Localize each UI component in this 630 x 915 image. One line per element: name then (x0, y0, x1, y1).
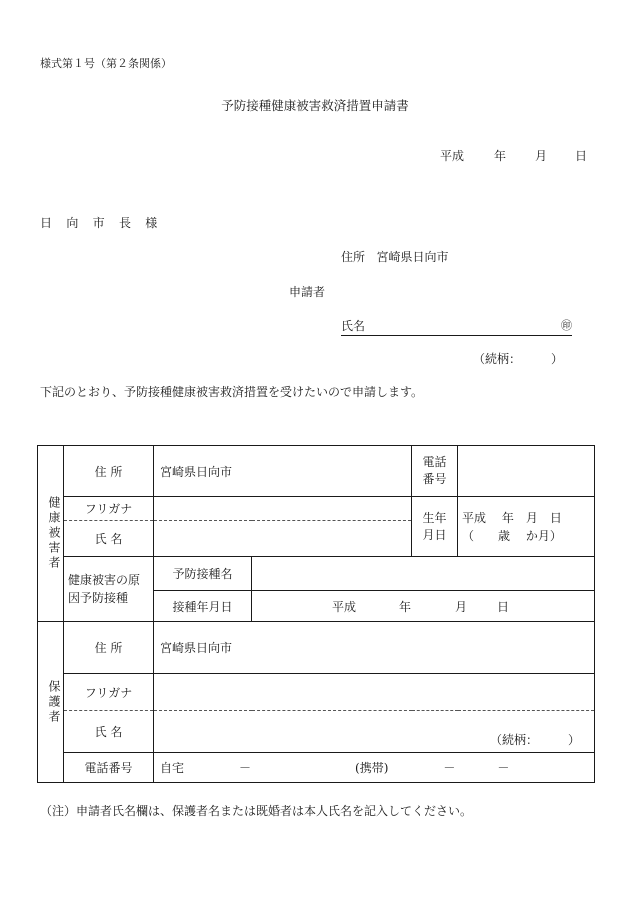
addressee (40, 214, 172, 231)
guardian-furigana-label: フリガナ (64, 674, 154, 711)
addressee-char: 様 (145, 216, 158, 230)
victim-name-label: 氏 名 (64, 521, 154, 557)
victim-section-text: 健康被害者 (47, 496, 61, 571)
addressee-char: 向 (66, 216, 79, 230)
vaccine-name-label: 予防接種名 (154, 557, 252, 591)
vaccine-date-year: 年 (399, 599, 412, 614)
vaccine-date-month: 月 (455, 599, 468, 614)
guardian-section-label (38, 622, 64, 783)
victim-phone-label (412, 446, 458, 497)
form-number: 様式第１号（第２条関係） (40, 57, 172, 70)
victim-birth-label (412, 497, 458, 557)
guardian-phone-label: 電話番号 (64, 753, 154, 783)
birth-label-text: 生年月日 (422, 510, 447, 542)
victim-furigana-value[interactable] (154, 497, 412, 521)
applicant-name-label: 氏名 (341, 319, 366, 333)
guardian-name-value[interactable] (154, 711, 595, 753)
guardian-name-label: 氏 名 (64, 711, 154, 753)
mobile-phone-label: (携帯) (355, 761, 389, 775)
addressee-char: 日 (40, 216, 53, 230)
guardian-address-row (38, 622, 595, 674)
date-month: 月 (535, 149, 548, 163)
victim-phone-value[interactable] (458, 446, 595, 497)
date-day: 日 (575, 149, 588, 163)
intro-text: 下記のとおり、予防接種健康被害救済措置を受けたいので申請します。 (40, 385, 424, 399)
applicant-address-label: 住所 (341, 250, 366, 264)
vaccine-date-label: 接種年月日 (154, 591, 252, 622)
vaccine-name-value[interactable] (252, 557, 595, 591)
guardian-relation: （続柄： ） (490, 733, 581, 747)
victim-address-label: 住 所 (64, 446, 154, 497)
victim-address-row (38, 446, 595, 497)
home-phone-label: 自宅 (160, 761, 185, 775)
guardian-address-value[interactable]: 宮崎県日向市 (154, 622, 595, 674)
mobile-phone-dash-2: － (497, 761, 510, 775)
victim-name-value[interactable] (154, 521, 412, 557)
addressee-char: 市 (92, 216, 105, 230)
guardian-phone-value[interactable] (154, 753, 595, 783)
vaccine-name-row (38, 557, 595, 591)
date-era: 平成 (440, 149, 465, 163)
applicant-name-field[interactable] (341, 317, 572, 336)
phone-label-text: 電話番号 (422, 455, 447, 486)
cause-label: 健康被害の原因予防接種 (64, 557, 154, 622)
vaccine-date-era: 平成 (332, 599, 357, 614)
guardian-section-text: 保護者 (47, 679, 61, 725)
guardian-furigana-row (38, 674, 595, 711)
applicant-label: 申請者 (289, 285, 326, 299)
victim-furigana-row (38, 497, 595, 521)
mobile-phone-dash-1: － (443, 761, 456, 775)
guardian-furigana-value[interactable] (154, 674, 595, 711)
vaccine-date-day: 日 (497, 599, 510, 614)
guardian-name-row (38, 711, 595, 753)
addressee-char: 長 (118, 216, 132, 230)
note-text: （注）申請者氏名欄は、保護者名または既婚者は本人氏名を記入してください。 (40, 804, 473, 818)
application-table (37, 445, 595, 783)
date-year: 年 (494, 149, 507, 163)
victim-section-label (38, 446, 64, 622)
guardian-phone-row (38, 753, 595, 783)
applicant-relation[interactable]: （続柄： ） (473, 352, 564, 366)
victim-birth-value[interactable] (458, 497, 595, 557)
applicant-address (341, 248, 448, 265)
vaccine-date-value[interactable] (252, 591, 595, 622)
victim-address-value[interactable]: 宮崎県日向市 (154, 446, 412, 497)
applicant-address-value[interactable]: 宮崎県日向市 (376, 250, 449, 264)
seal-mark: ㊞ (561, 319, 572, 332)
guardian-address-label: 住 所 (64, 622, 154, 674)
birth-age-line: （ 歳 か月） (462, 528, 562, 543)
form-title: 予防接種健康被害救済措置申請書 (221, 98, 409, 113)
home-phone-dash: － (239, 761, 252, 775)
birth-date-line: 平成 年 月 日 (462, 510, 562, 525)
victim-furigana-label: フリガナ (64, 497, 154, 521)
